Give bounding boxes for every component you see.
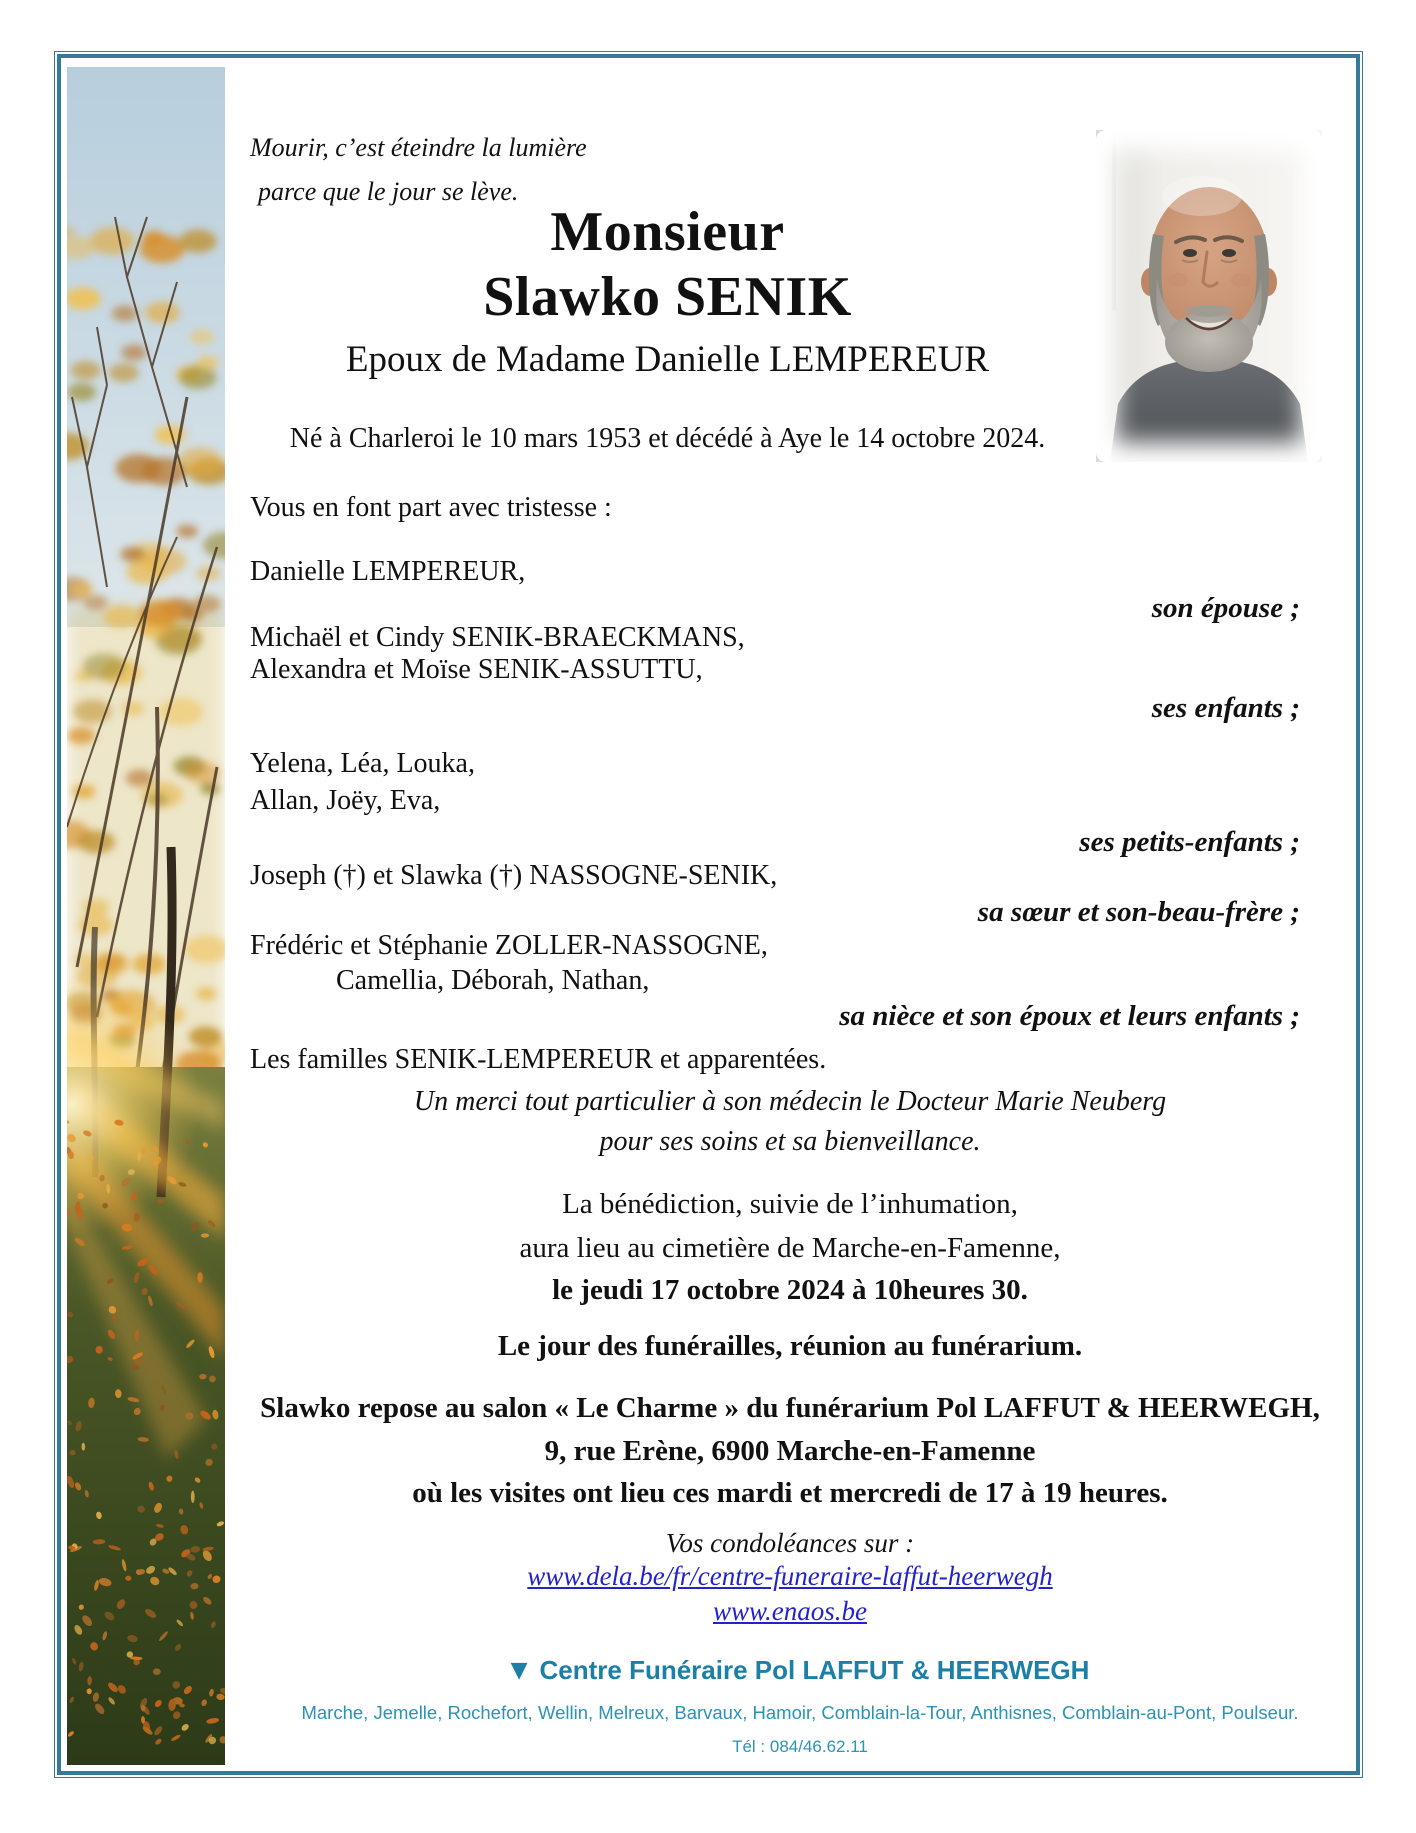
condolence-link-dela[interactable]: www.dela.be/fr/centre-funeraire-laffut-heerwegh (527, 1561, 1053, 1591)
announcement-intro: Vous en font part avec tristesse : (250, 492, 612, 523)
ceremony-line-1: La bénédiction, suivie de l’inhumation, (562, 1188, 1018, 1220)
relationship-label: ses enfants ; (1151, 692, 1300, 724)
life-dates: Né à Charleroi le 10 mars 1953 et décédé à Aye le 14 octobre 2024. (289, 423, 1046, 454)
ceremony-line-2: aura lieu au cimetière de Marche-en-Famenne, (519, 1232, 1061, 1264)
relationship-label: ses petits-enfants ; (1079, 826, 1300, 858)
title-honorific: Monsieur (550, 201, 785, 263)
repose-line-1: Slawko repose au salon « Le Charme » du funérarium Pol LAFFUT & HEERWEGH, (260, 1392, 1320, 1424)
announcement-block (225, 96, 1355, 1656)
spouse-line: Epoux de Madame Danielle LEMPEREUR (345, 339, 990, 380)
condolence-link-wrap (225, 1596, 1355, 1627)
condolence-link-enaos[interactable]: www.enaos.be (713, 1596, 867, 1626)
repose-visits-line: où les visites ont lieu ces mardi et mercredi de 17 à 19 heures. (412, 1477, 1168, 1509)
family-name-line: Michaël et Cindy SENIK-BRAECKMANS, (250, 622, 745, 653)
relationship-label: sa sœur et son-beau-frère ; (977, 896, 1300, 928)
relationship-label: sa nièce et son époux et leurs enfants ; (839, 1000, 1300, 1032)
family-name-line: Alexandra et Moïse SENIK-ASSUTTU, (250, 654, 703, 685)
autumn-photo-strip (67, 67, 225, 1765)
family-name-line: Allan, Joëy, Eva, (250, 785, 441, 816)
family-name-line: Danielle LEMPEREUR, (250, 556, 526, 587)
funeral-home-phone: Tél : 084/46.62.11 (732, 1737, 868, 1756)
autumn-scene (67, 67, 225, 1765)
family-name-line: Camellia, Déborah, Nathan, (336, 965, 650, 996)
repose-address-line: 9, rue Erène, 6900 Marche-en-Famenne (544, 1435, 1036, 1467)
deceased-name: Slawko SENIK (483, 266, 852, 328)
relationship-label: son épouse ; (1151, 592, 1300, 624)
funeral-home-locations: Marche, Jemelle, Rochefort, Wellin, Melreux, Barvaux, Hamoir, Comblain-la-Tour, Anthisnes, Comblain-au-Pont, Poulseur. (301, 1702, 1299, 1723)
ceremony-date-line: le jeudi 17 octobre 2024 à 10heures 30. (552, 1274, 1028, 1306)
funeral-home-brand (225, 1655, 1375, 1686)
funeral-home-name: Centre Funéraire Pol LAFFUT & HEERWEGH (539, 1655, 1090, 1685)
family-name-line: Frédéric et Stéphanie ZOLLER-NASSOGNE, (250, 930, 768, 961)
family-name-line: Joseph (†) et Slawka (†) NASSOGNE-SENIK, (250, 860, 778, 891)
families-line: Les familles SENIK-LEMPEREUR et apparentées. (250, 1044, 827, 1075)
triangle-down-icon: ▼ (510, 1658, 528, 1683)
condolence-link-wrap (225, 1561, 1355, 1592)
funeral-home-footer (225, 1655, 1375, 1757)
thanks-line-1: Un merci tout particulier à son médecin le Docteur Marie Neuberg (413, 1086, 1167, 1117)
quote-line-2: parce que le jour se lève. (258, 177, 519, 206)
condolences-label: Vos condoléances sur : (665, 1528, 915, 1558)
thanks-line-2: pour ses soins et sa bienveillance. (599, 1126, 981, 1157)
quote-line-1: Mourir, c’est éteindre la lumière (250, 133, 587, 162)
ceremony-reunion-line: Le jour des funérailles, réunion au funérarium. (497, 1330, 1083, 1362)
family-name-line: Yelena, Léa, Louka, (250, 748, 475, 779)
